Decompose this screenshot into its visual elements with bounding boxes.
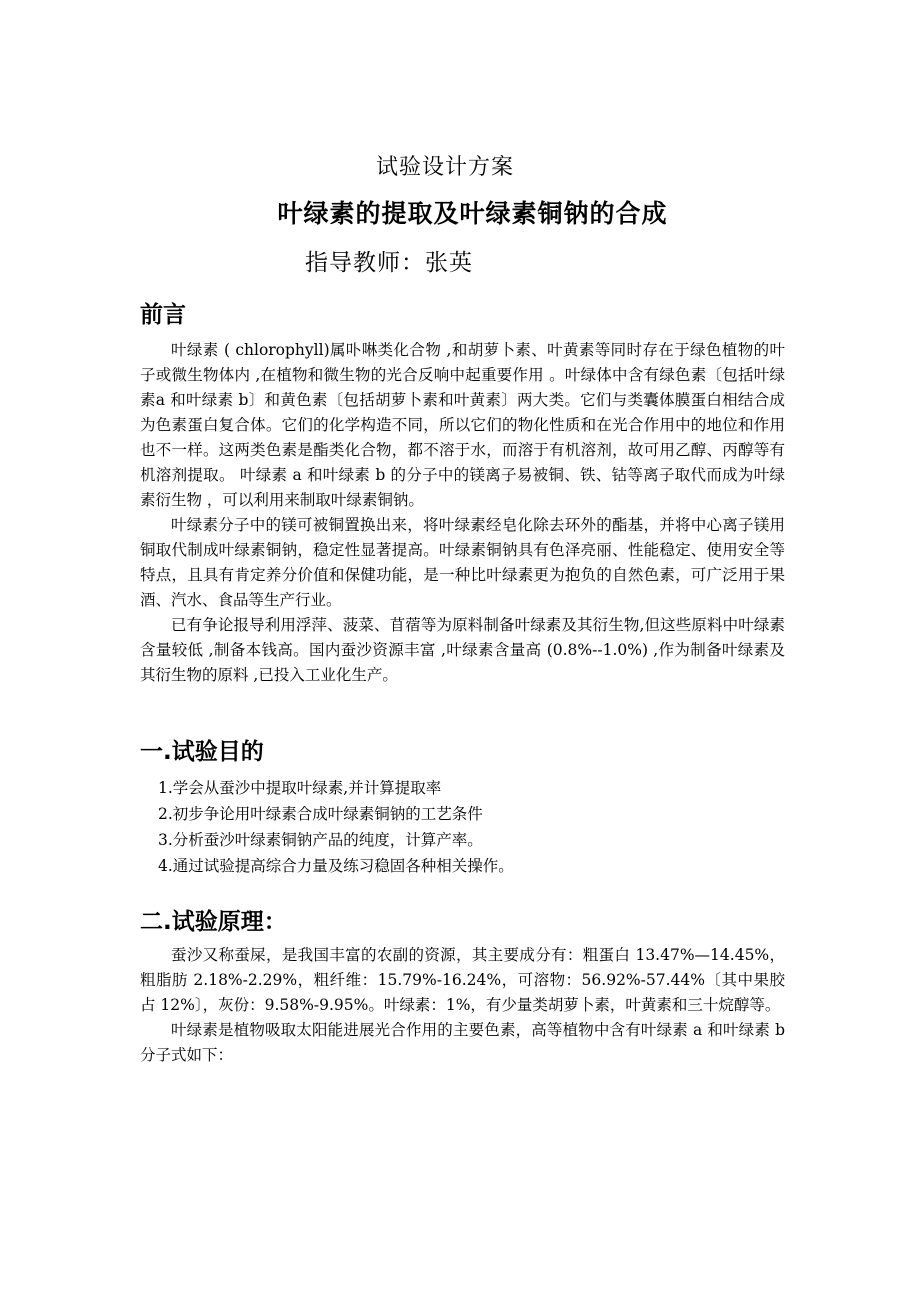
objective-item: 2.初步争论用叶绿素合成叶绿素铜钠的工艺条件	[158, 805, 483, 823]
objective-item: 1.学会从蚕沙中提取叶绿素,并计算提取率	[158, 779, 442, 797]
preface-heading: 前言	[140, 302, 186, 328]
preface-paragraph: 叶绿素分子中的镁可被铜置换出来，将叶绿素经皂化除去环外的酯基，并将中心离子镁用铜取代制成叶绿素铜钠，稳定性显著提高。叶绿素铜钠具有色泽亮丽、性能稳定、使用安全等特点，且具有肯定养分价值和保健功能，是一种比叶绿素更为抱负的自然色素，可广泛用于果酒、汽水、食品等生产行业。	[140, 516, 785, 609]
principle-paragraph: 蚕沙又称蚕屎，是我国丰富的农副的资源，其主要成分有：粗蛋白 13.47%—14.45%，粗脂肪 2.18%-2.29%，粗纤维：15.79%-16.24%，可溶物：56.92%-57.44%〔其中果胶占 12%〕，灰份：9.58%-9.95%。叶绿素：1%，有少量类胡萝卜素，叶黄素和三十烷醇等。	[140, 946, 785, 1014]
document-title: 叶绿素的提取及叶绿素铜钠的合成	[277, 199, 668, 228]
principle-body	[140, 943, 785, 1068]
objectives-list	[158, 775, 514, 879]
preface-paragraph: 叶绿素 ( chlorophyll)属卟啉类化合物 ,和胡萝卜素、叶黄素等同时存在于绿色植物的叶子或微生物体内 ,在植物和微生物的光合反响中起重要作用 。叶绿体中含有绿色素〔包括叶绿素a 和叶绿素 b〕和黄色素〔包括胡萝卜素和叶黄素〕两大类。它们与类囊体膜蛋白相结合成为色素蛋白复合体。它们的化学构造不同，所以它们的物化性质和在光合作用中的地位和作用也不一样。这两类色素是酯类化合物，都不溶于水，而溶于有机溶剂，故可用乙醇、丙醇等有机溶剂提取。 叶绿素 a 和叶绿素 b 的分子中的镁离子易被铜、铁、钴等离子取代而成为叶绿素衍生物 ，可以利用来制取叶绿素铜钠。	[140, 341, 785, 509]
objective-item: 4.通过试验提高综合力量及练习稳固各种相关操作。	[158, 857, 514, 875]
preface-paragraph: 已有争论报导利用浮萍、菠菜、苜蓿等为原料制备叶绿素及其衍生物,但这些原料中叶绿素含量较低 ,制备本钱高。国内蚕沙资源丰富 ,叶绿素含量高 (0.8%--1.0%) ,作为制备叶绿素及其衍生物的原料 ,已投入工业化生产。	[140, 616, 785, 684]
document-type-label: 试验设计方案	[375, 155, 514, 180]
principle-paragraph: 叶绿素是植物吸取太阳能进展光合作用的主要色素，高等植物中含有叶绿素 a 和叶绿素 b 分子式如下：	[140, 1021, 785, 1064]
advisor-line: 指导教师：张英	[305, 250, 473, 276]
objective-item: 3.分析蚕沙叶绿素铜钠产品的纯度，计算产率。	[158, 831, 483, 849]
principle-heading: 二.试验原理：	[140, 909, 287, 935]
preface-body	[140, 338, 785, 688]
objectives-heading: 一.试验目的	[140, 739, 264, 765]
